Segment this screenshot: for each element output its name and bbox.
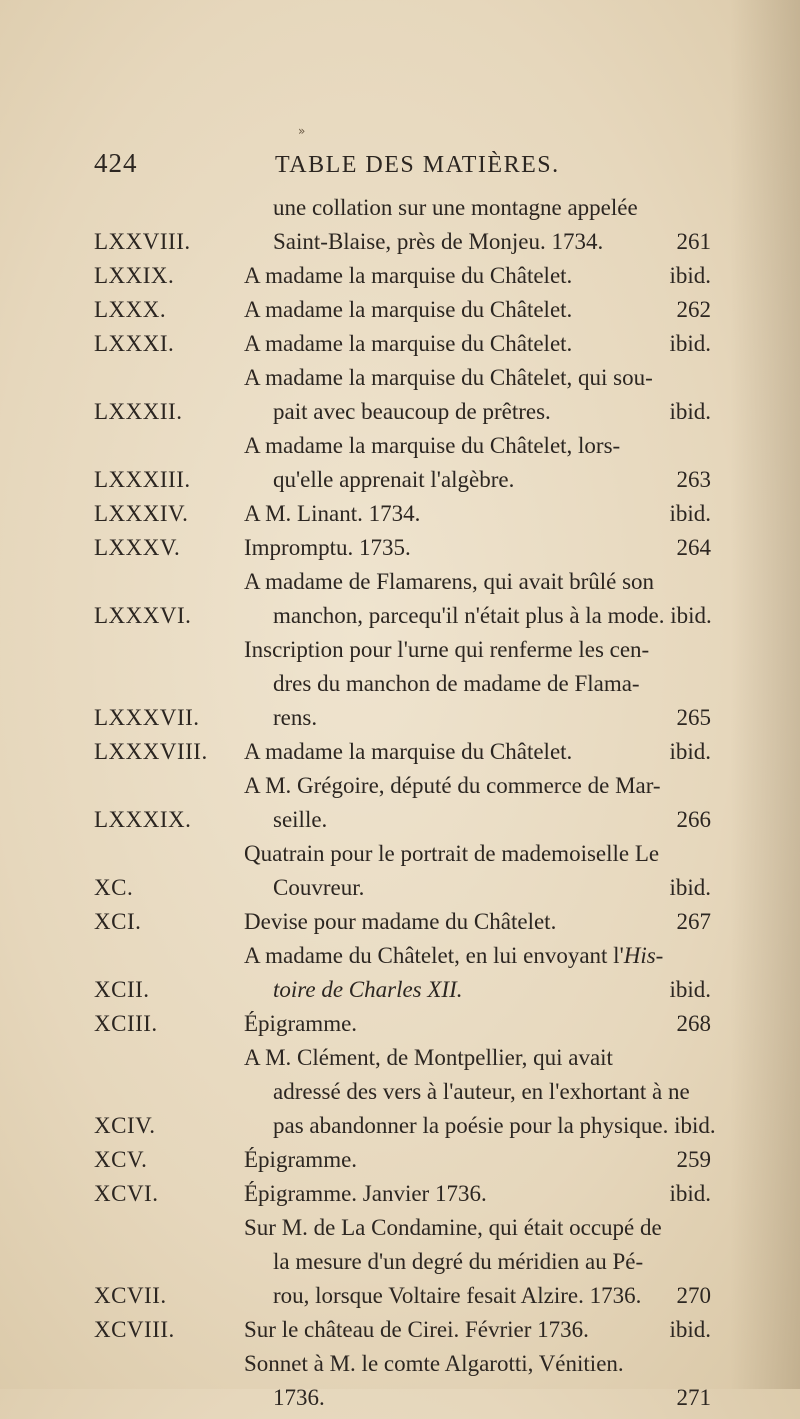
entry-text: une collation sur une montagne appelée xyxy=(273,195,638,220)
entry-line xyxy=(0,977,800,1011)
entry-line xyxy=(0,841,800,875)
entry-line xyxy=(0,1113,800,1147)
entry-line xyxy=(0,331,800,365)
entry-text: A madame la marquise du Châtelet. xyxy=(244,739,573,764)
entry-text: Épigramme. Janvier 1736. xyxy=(244,1181,487,1206)
entry-line xyxy=(0,671,800,705)
entry-text: A M. Clément, de Montpellier, qui avait xyxy=(244,1045,613,1070)
entry-line xyxy=(0,1249,800,1283)
page-reference: 265 xyxy=(676,705,711,730)
entry-line xyxy=(0,739,800,773)
entry-numeral: LXXXVIII. xyxy=(94,739,208,764)
entry-text: A madame la marquise du Châtelet. xyxy=(244,331,573,356)
entry-numeral: XCVII. xyxy=(94,1283,167,1308)
entry-numeral: LXXX. xyxy=(94,297,167,322)
entry-numeral: LXXVIII. xyxy=(94,229,191,254)
entry-numeral: XCVI. xyxy=(94,1181,159,1206)
entry-text: A M. Linant. 1734. xyxy=(244,501,421,526)
entry-numeral: LXXIX. xyxy=(94,263,175,288)
entry-text: dres du manchon de madame de Flama- xyxy=(273,671,640,696)
entry-numeral: XC. xyxy=(94,875,134,900)
entry-line xyxy=(0,569,800,603)
entry-line xyxy=(0,773,800,807)
entry-numeral: XCIII. xyxy=(94,1011,158,1036)
page-reference: 271 xyxy=(676,1385,711,1410)
entry-text: Quatrain pour le portrait de mademoiselle Le xyxy=(244,841,660,866)
entry-text: 1736. xyxy=(273,1385,325,1410)
entry-line xyxy=(0,297,800,331)
page-reference: 266 xyxy=(676,807,711,832)
entry-text: A madame la marquise du Châtelet. xyxy=(244,297,573,322)
entry-line xyxy=(0,1181,800,1215)
entry-text: A M. Grégoire, député du commerce de Mar- xyxy=(244,773,661,798)
page-reference: ibid. xyxy=(669,977,711,1002)
page-reference: 270 xyxy=(676,1283,711,1308)
page-reference: 268 xyxy=(676,1011,711,1036)
entry-line xyxy=(0,637,800,671)
entry-line xyxy=(0,365,800,399)
entry-line xyxy=(0,1283,800,1317)
entry-line xyxy=(0,603,800,637)
entry-text: Couvreur. xyxy=(273,875,365,900)
entry-line xyxy=(0,1011,800,1045)
entry-text: seille. xyxy=(273,807,328,832)
entry-text-italic: His- xyxy=(623,943,664,968)
entry-numeral: LXXXII. xyxy=(94,399,183,424)
entry-text: rou, lorsque Voltaire fesait Alzire. 1736. xyxy=(273,1283,642,1308)
page-reference: ibid. xyxy=(669,1317,711,1342)
entry-text-italic: toire de Charles XII. xyxy=(273,977,463,1002)
entry-text: Épigramme. xyxy=(244,1147,358,1172)
entry-numeral: LXXXVI. xyxy=(94,603,192,628)
entry-text: adressé des vers à l'auteur, en l'exhortant à ne xyxy=(273,1079,690,1104)
entry-line xyxy=(0,1317,800,1351)
entry-numeral: XCII. xyxy=(94,977,150,1002)
page-number: 424 xyxy=(94,148,138,178)
entry-text: Devise pour madame du Châtelet. xyxy=(244,909,557,934)
entry-line xyxy=(0,501,800,535)
entry-line xyxy=(0,1351,800,1385)
entry-line xyxy=(0,229,800,263)
entry-text: Sur le château de Cirei. Février 1736. xyxy=(244,1317,589,1342)
page-reference: ibid. xyxy=(669,739,711,764)
entry-numeral: XCV. xyxy=(94,1147,148,1172)
page-reference: 262 xyxy=(676,297,711,322)
running-head: TABLE DES MATIÈRES. xyxy=(275,152,560,178)
entry-line xyxy=(0,875,800,909)
entry-numeral: XCIV. xyxy=(94,1113,156,1138)
entry-line xyxy=(0,1079,800,1113)
page-reference: ibid. xyxy=(669,875,711,900)
entry-numeral: LXXXIII. xyxy=(94,467,191,492)
entry-numeral: XCVIII. xyxy=(94,1317,175,1342)
entry-line xyxy=(0,1147,800,1181)
entry-text: qu'elle apprenait l'algèbre. xyxy=(273,467,515,492)
entry-text: Saint-Blaise, près de Monjeu. 1734. xyxy=(273,229,604,254)
entry-text: rens. xyxy=(273,705,318,730)
entry-line xyxy=(0,195,800,229)
page-reference: ibid. xyxy=(669,263,711,288)
entry-text: A madame de Flamarens, qui avait brûlé son xyxy=(244,569,655,594)
entry-text: Sonnet à M. le comte Algarotti, Vénitien. xyxy=(244,1351,624,1376)
entry-line xyxy=(0,705,800,739)
entry-line xyxy=(0,909,800,943)
entry-text: A madame la marquise du Châtelet, lors- xyxy=(244,433,621,458)
entry-line xyxy=(0,943,800,977)
page-reference: 261 xyxy=(676,229,711,254)
entry-text: pait avec beaucoup de prêtres. xyxy=(273,399,551,424)
entry-numeral: LXXXVII. xyxy=(94,705,200,730)
entry-line xyxy=(0,807,800,841)
entry-text: la mesure d'un degré du méridien au Pé- xyxy=(273,1249,644,1274)
entry-line xyxy=(0,433,800,467)
page-reference: ibid. xyxy=(669,331,711,356)
page-reference: 259 xyxy=(676,1147,711,1172)
entry-line xyxy=(0,1045,800,1079)
entry-text: A madame la marquise du Châtelet, qui sou- xyxy=(244,365,653,390)
entry-numeral: LXXXI. xyxy=(94,331,175,356)
entry-numeral: LXXXIX. xyxy=(94,807,192,832)
entry-numeral: XCI. xyxy=(94,909,142,934)
entry-text: Impromptu. 1735. xyxy=(244,535,411,560)
page-reference: ibid. xyxy=(669,501,711,526)
entry-line xyxy=(0,399,800,433)
entry-numeral: LXXXV. xyxy=(94,535,181,560)
entry-text: pas abandonner la poésie pour la physique. ibid. xyxy=(273,1113,716,1138)
entry-text: Sur M. de La Condamine, qui était occupé de xyxy=(244,1215,662,1240)
entry-line xyxy=(0,535,800,569)
entry-text: A madame la marquise du Châtelet. xyxy=(244,263,573,288)
entry-text: manchon, parcequ'il n'était plus à la mode. ibid. xyxy=(273,603,712,628)
entry-text xyxy=(244,943,663,969)
page-reference: ibid. xyxy=(669,399,711,424)
entry-numeral: LXXXIV. xyxy=(94,501,189,526)
entry-line xyxy=(0,1385,800,1419)
running-head-mark: » xyxy=(298,124,306,138)
entry-line xyxy=(0,467,800,501)
entry-line xyxy=(0,263,800,297)
entry-text: Épigramme. xyxy=(244,1011,358,1036)
entry-line xyxy=(0,1215,800,1249)
page-reference: 263 xyxy=(676,467,711,492)
page-reference: ibid. xyxy=(669,1181,711,1206)
entry-text-roman: A madame du Châtelet, en lui envoyant l' xyxy=(244,943,624,968)
page-reference: 264 xyxy=(676,535,711,560)
page-reference: 267 xyxy=(676,909,711,934)
entry-text xyxy=(273,977,463,1003)
entry-text: Inscription pour l'urne qui renferme les cen- xyxy=(244,637,650,662)
